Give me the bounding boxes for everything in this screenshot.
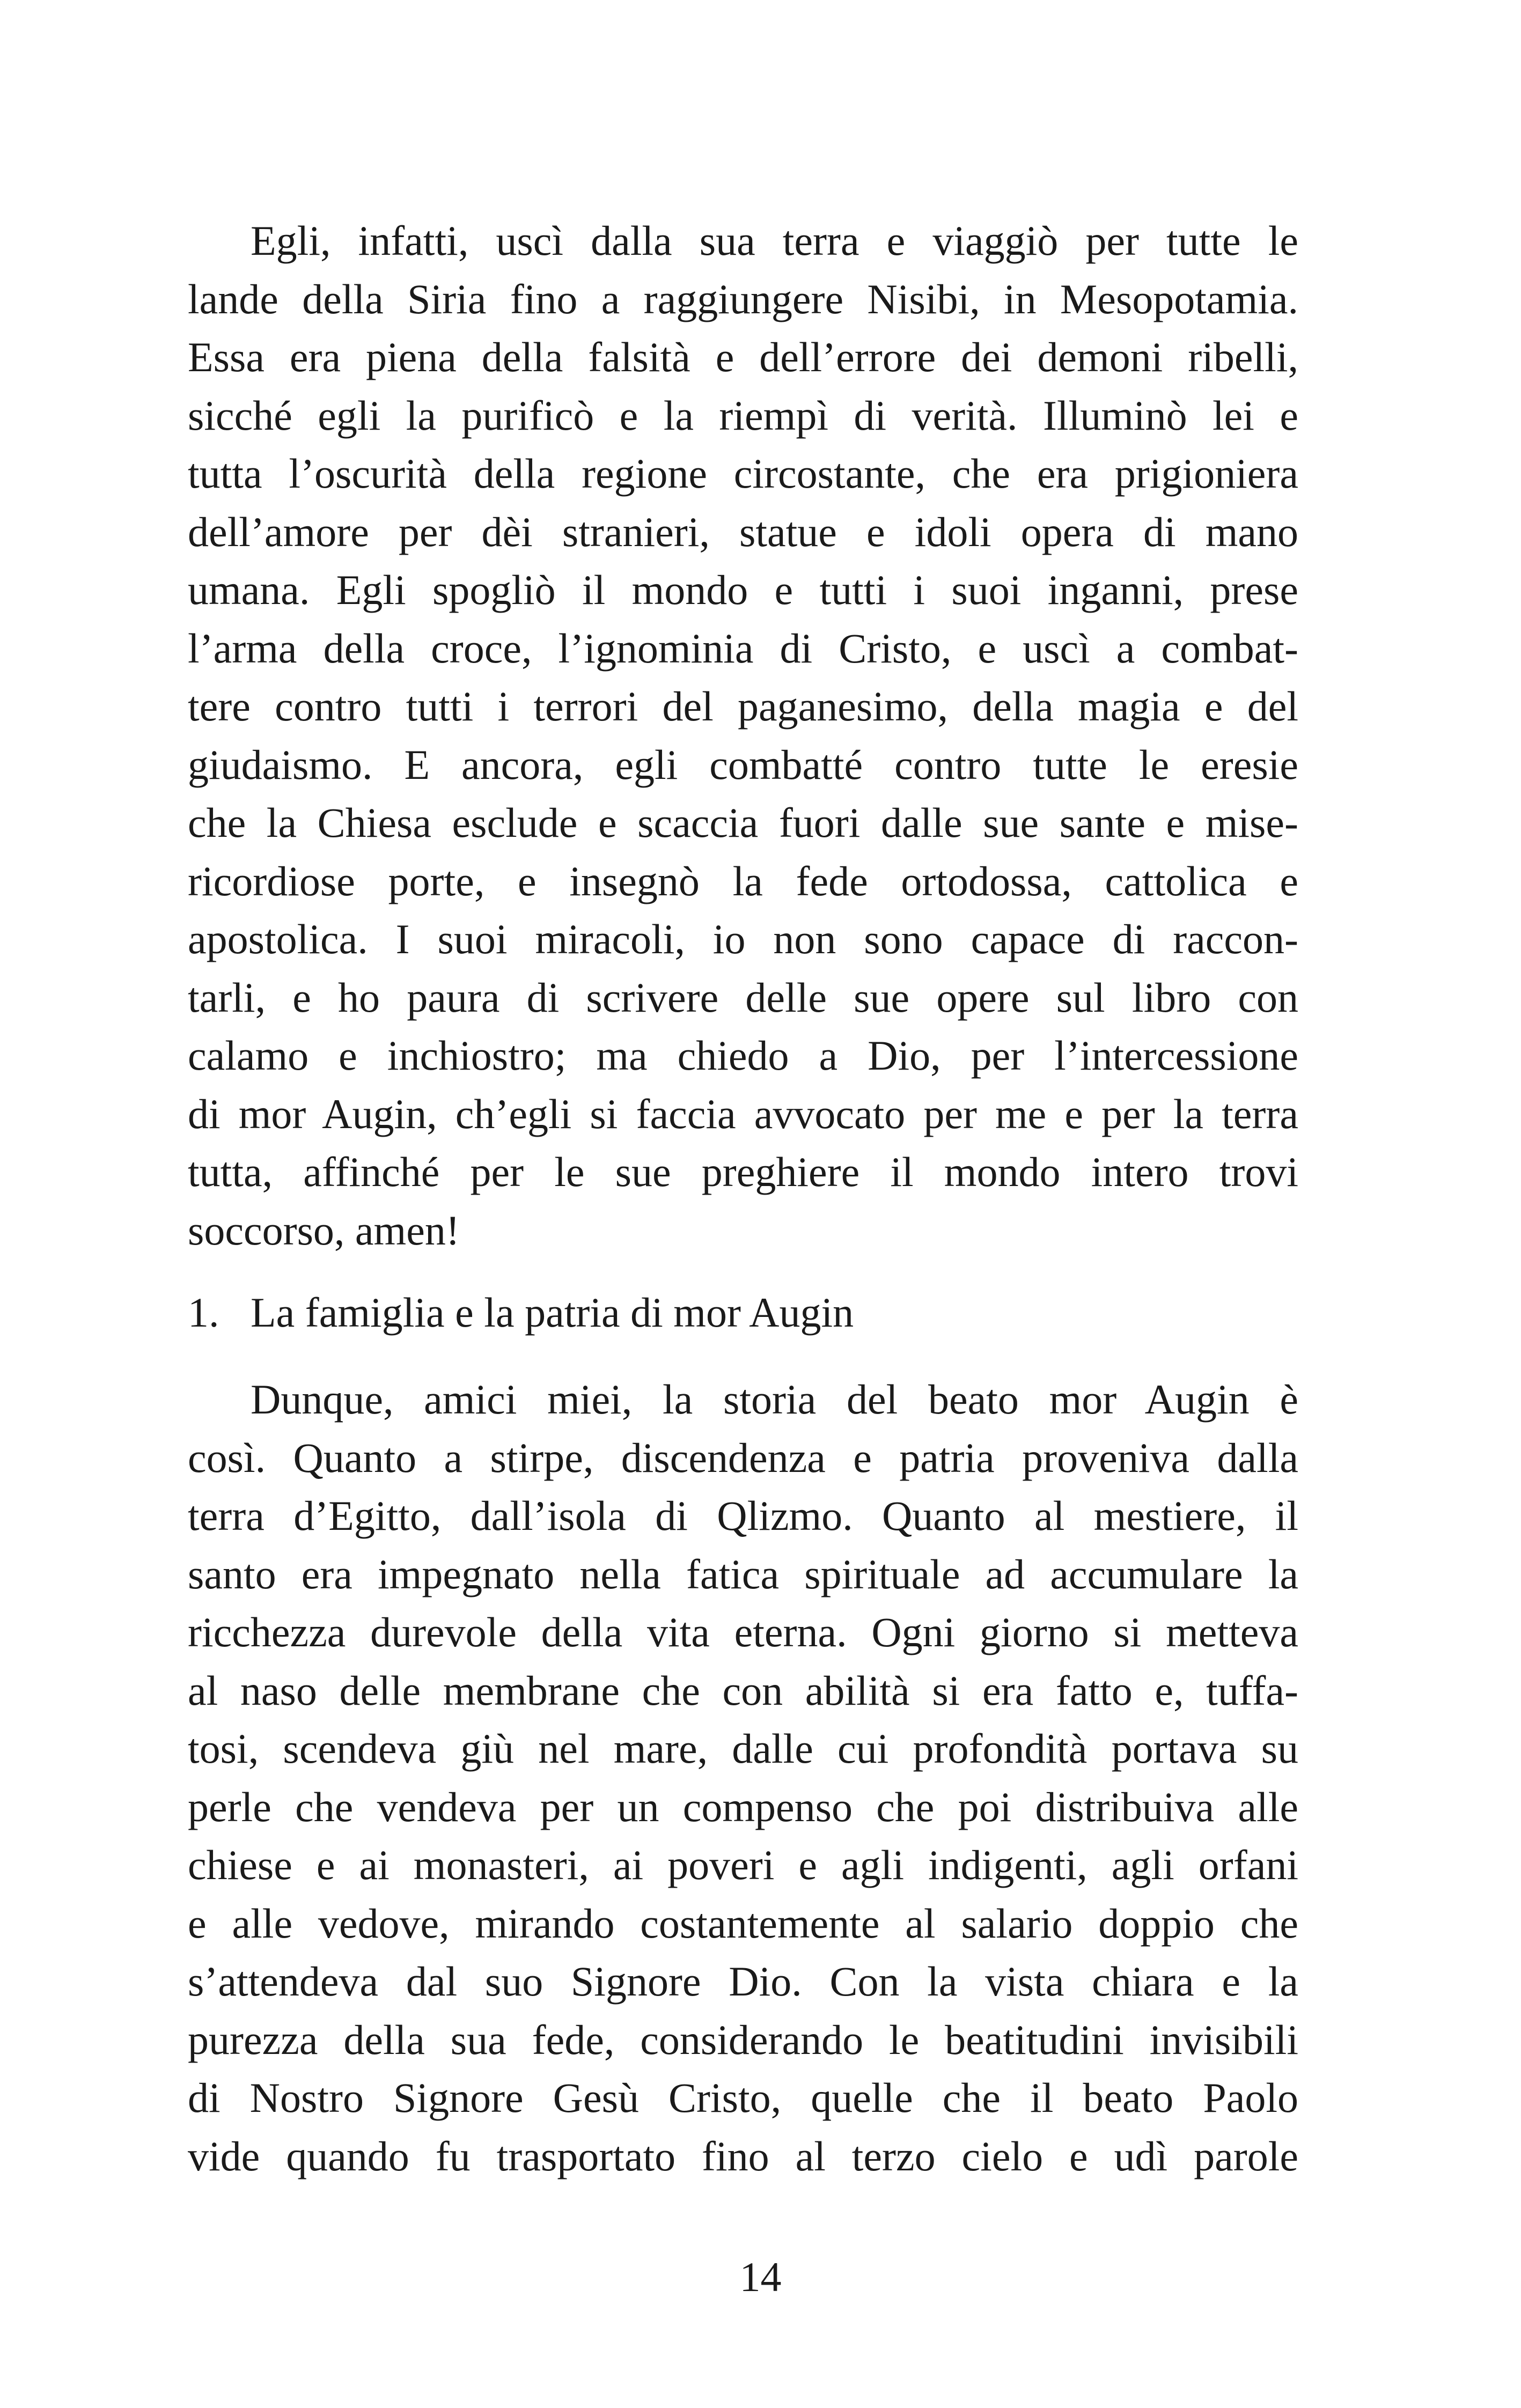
text-line: e alle vedove, mirando costantemente al salario doppio che: [188, 1899, 1298, 1947]
text-line: che la Chiesa esclude e scaccia fuori dalle sue sante e mise-: [188, 799, 1298, 846]
text-line: di mor Augin, ch’egli si faccia avvocato per me e per la terra: [188, 1090, 1298, 1137]
page-number: 14: [739, 2254, 782, 2300]
text-line: tarli, e ho paura di scrivere delle sue opere sul libro con: [188, 974, 1298, 1021]
text-line: dell’amore per dèi stranieri, statue e idoli opera di mano: [188, 508, 1298, 555]
text-line: perle che vendeva per un compenso che poi distribuiva alle: [188, 1783, 1298, 1830]
text-line: santo era impegnato nella fatica spirituale ad accumulare la: [188, 1550, 1298, 1597]
text-line: terra d’Egitto, dall’isola di Qlizmo. Quanto al mestiere, il: [188, 1492, 1298, 1539]
text-line: s’attendeva dal suo Signore Dio. Con la vista chiara e la: [188, 1958, 1298, 2005]
text-line: calamo e inchiostro; ma chiedo a Dio, per l’intercessione: [188, 1032, 1298, 1079]
section-number: 1.: [188, 1289, 219, 1336]
text-line: l’arma della croce, l’ignominia di Cristo, e uscì a combat-: [188, 624, 1298, 672]
text-line: Egli, infatti, uscì dalla sua terra e viaggiò per tutte le: [251, 217, 1298, 264]
text-line: ricordiose porte, e insegnò la fede ortodossa, cattolica e: [188, 857, 1298, 904]
text-line: vide quando fu trasportato fino al terzo cielo e udì parole: [188, 2132, 1298, 2179]
text-line: sicché egli la purificò e la riempì di verità. Illuminò lei e: [188, 392, 1298, 439]
section-heading: [188, 1284, 854, 1342]
text-line: umana. Egli spogliò il mondo e tutti i suoi inganni, prese: [188, 566, 1298, 613]
text-line: tere contro tutti i terrori del paganesimo, della magia e del: [188, 683, 1298, 730]
text-line: tutta, affinché per le sue preghiere il mondo intero trovi: [188, 1148, 1298, 1195]
text-line: purezza della sua fede, considerando le beatitudini invisibili: [188, 2016, 1298, 2063]
text-line: soccorso, amen!: [188, 1206, 460, 1254]
text-line: al naso delle membrane che con abilità si era fatto e, tuffa-: [188, 1667, 1298, 1714]
paragraph-1: [188, 212, 1298, 1260]
text-line: Dunque, amici miei, la storia del beato mor Augin è: [251, 1376, 1298, 1423]
text-line: di Nostro Signore Gesù Cristo, quelle che il beato Paolo: [188, 2074, 1298, 2121]
text-line: giudaismo. E ancora, egli combatté contro tutte le eresie: [188, 741, 1298, 788]
text-line: Essa era piena della falsità e dell’errore dei demoni ribelli,: [188, 334, 1298, 380]
text-line: tosi, scendeva giù nel mare, dalle cui profondità portava su: [188, 1725, 1298, 1772]
section-title: La famiglia e la patria di mor Augin: [251, 1289, 854, 1336]
text-line: così. Quanto a stirpe, discendenza e patria proveniva dalla: [188, 1434, 1298, 1481]
text-line: lande della Siria fino a raggiungere Nisibi, in Mesopotamia.: [188, 275, 1298, 322]
text-line: ricchezza durevole della vita eterna. Ogni giorno si metteva: [188, 1609, 1298, 1655]
text-line: apostolica. I suoi miracoli, io non sono capace di raccon-: [188, 916, 1298, 962]
paragraph-2: [188, 1371, 1298, 2185]
text-line: chiese e ai monasteri, ai poveri e agli indigenti, agli orfani: [188, 1842, 1298, 1888]
text-line: tutta l’oscurità della regione circostante, che era prigioniera: [188, 450, 1298, 497]
